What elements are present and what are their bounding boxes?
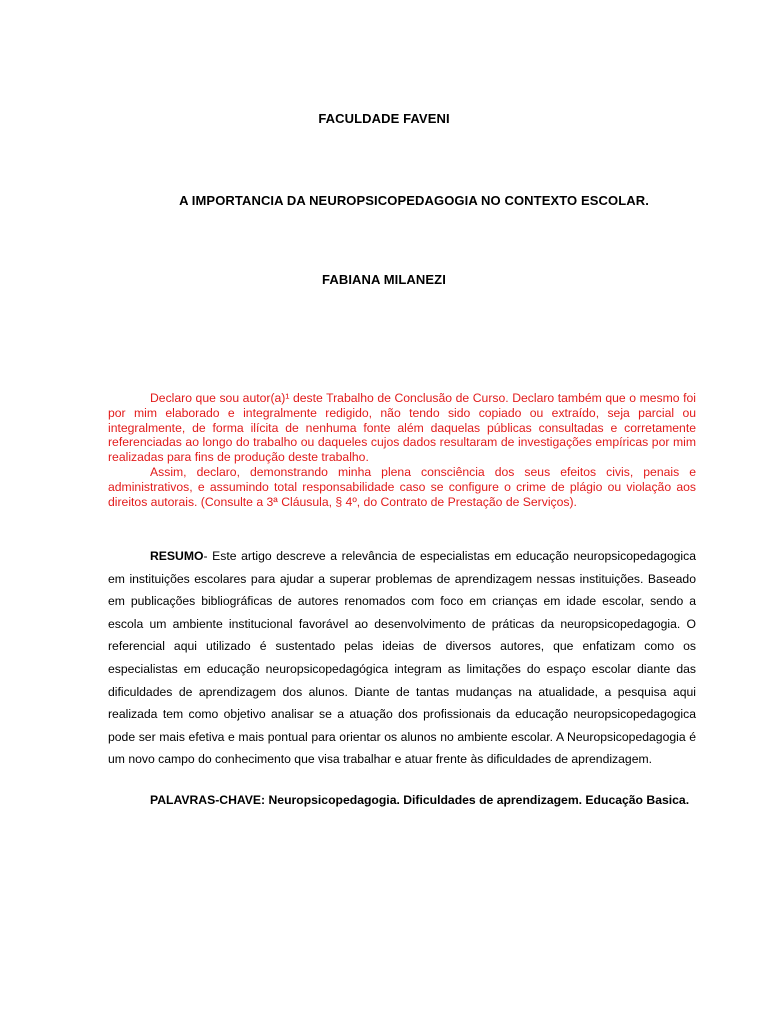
declaration-paragraph-1: Declaro que sou autor(a)¹ deste Trabalho de Conclusão de Curso. Declaro também que o mesmo foi por mim elaborado e integralmente redigido, não tendo sido copiado ou extraído, seja parcial ou integralmente, de forma ilícita de nenhuma fonte além daquelas públicas consultadas e corretamente referenciadas ao longo do trabalho ou daqueles cujos dados resultaram de investigações empíricas por mim realizadas para fins de produção deste trabalho. [108,391,696,465]
author-name: FABIANA MILANEZI [322,272,446,287]
abstract-label: RESUMO [150,549,204,563]
authorship-declaration [108,391,696,509]
abstract-text: - Este artigo descreve a relevância de especialistas em educação neuropsicopedagogica em instituições escolares para ajudar a superar problemas de aprendizagem nessas instituições. Baseado em publicações bibliográficas de autores renomados com foco em crianças em idade escolar, sendo a escola um ambiente institucional favorável ao desenvolvimento de práticas da neuropsicopedagogia. O referencial aqui utilizado é sustentado pelas ideias de diversos autores, que enfatizam como os especialistas em educação neuropsicopedagógica integram as limitações do espaço escolar diante das dificuldades de aprendizagem dos alunos. Diante de tantas mudanças na atualidade, a pesquisa aqui realizada tem como objetivo analisar se a atuação dos profissionais da educação neuropsicopedagogica pode ser mais efetiva e mais pontual para orientar os alunos no ambiente escolar. A Neuropsicopedagogia é um novo campo do conhecimento que visa trabalhar e atuar frente às dificuldades de aprendizagem. [108,549,696,767]
keywords: PALAVRAS-CHAVE: Neuropsicopedagogia. Dificuldades de aprendizagem. Educação Basica. [150,793,690,807]
abstract-paragraph [108,545,696,771]
declaration-paragraph-2: Assim, declaro, demonstrando minha plena consciência dos seus efeitos civis, penais e administrativos, e assumindo total responsabilidade caso se configure o crime de plágio ou violação aos direitos autorais. (Consulte a 3ª Cláusula, § 4º, do Contrato de Prestação de Serviços). [108,464,696,509]
institution-name: FACULDADE FAVENI [318,111,450,126]
document-title: A IMPORTANCIA DA NEUROPSICOPEDAGOGIA NO CONTEXTO ESCOLAR. [179,193,649,208]
abstract-section [108,545,696,771]
